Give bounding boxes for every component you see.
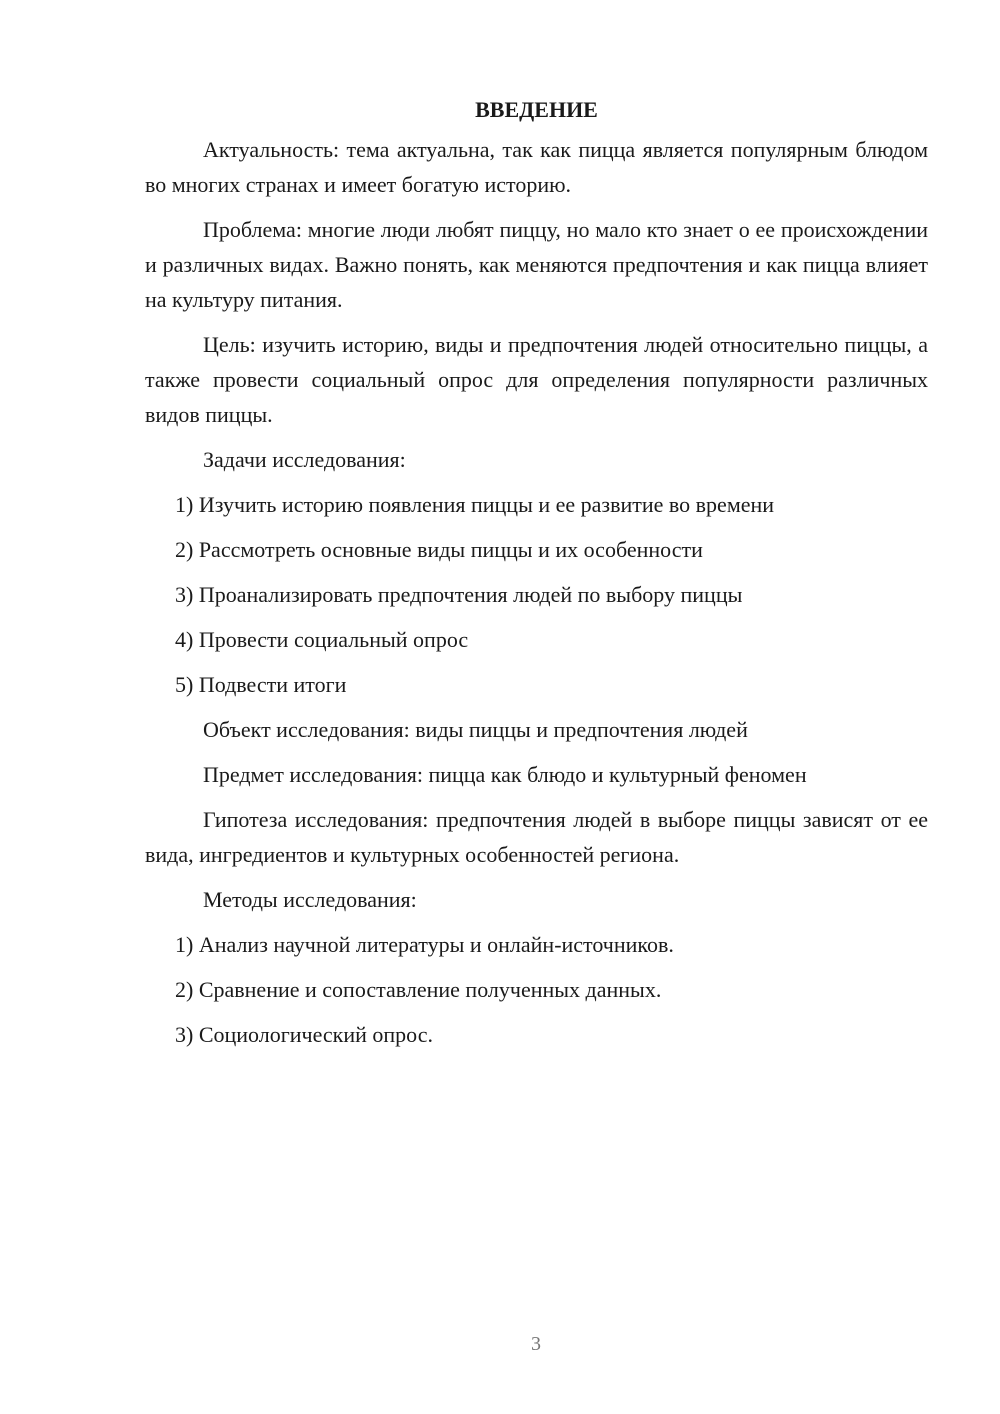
object-paragraph: Объект исследования: виды пиццы и предпочтения людей — [203, 717, 748, 742]
tasks-title: Задачи исследования: — [203, 447, 406, 472]
section-heading: ВВЕДЕНИЕ — [475, 97, 598, 122]
method-item-3: 3) Социологический опрос. — [175, 1022, 433, 1047]
task-item-5: 5) Подвести итоги — [175, 672, 347, 697]
subject-paragraph: Предмет исследования: пицца как блюдо и культурный феномен — [203, 762, 807, 787]
document-page — [145, 93, 928, 1062]
method-item-1: 1) Анализ научной литературы и онлайн-источников. — [175, 932, 674, 957]
task-item-1: 1) Изучить историю появления пиццы и ее развитие во времени — [175, 492, 775, 517]
method-item-2: 2) Сравнение и сопоставление полученных данных. — [175, 977, 662, 1002]
problem-paragraph: Проблема: многие люди любят пиццу, но мало кто знает о ее происхождении и различных видах. Важно понять, как меняются предпочтения и как пицца влияет на культуру питания. — [145, 217, 928, 312]
page-number: 3 — [531, 1333, 541, 1355]
task-item-4: 4) Провести социальный опрос — [175, 627, 469, 652]
task-item-2: 2) Рассмотреть основные виды пиццы и их особенности — [175, 537, 703, 562]
goal-paragraph: Цель: изучить историю, виды и предпочтения людей относительно пиццы, а также провести социальный опрос для определения популярности различных видов пиццы. — [145, 332, 928, 427]
methods-title: Методы исследования: — [203, 887, 417, 912]
task-item-3: 3) Проанализировать предпочтения людей по выбору пиццы — [175, 582, 743, 607]
relevance-paragraph: Актуальность: тема актуальна, так как пицца является популярным блюдом во многих странах и имеет богатую историю. — [145, 137, 928, 197]
hypothesis-paragraph: Гипотеза исследования: предпочтения людей в выборе пиццы зависят от ее вида, ингредиентов и культурных особенностей региона. — [145, 807, 928, 867]
